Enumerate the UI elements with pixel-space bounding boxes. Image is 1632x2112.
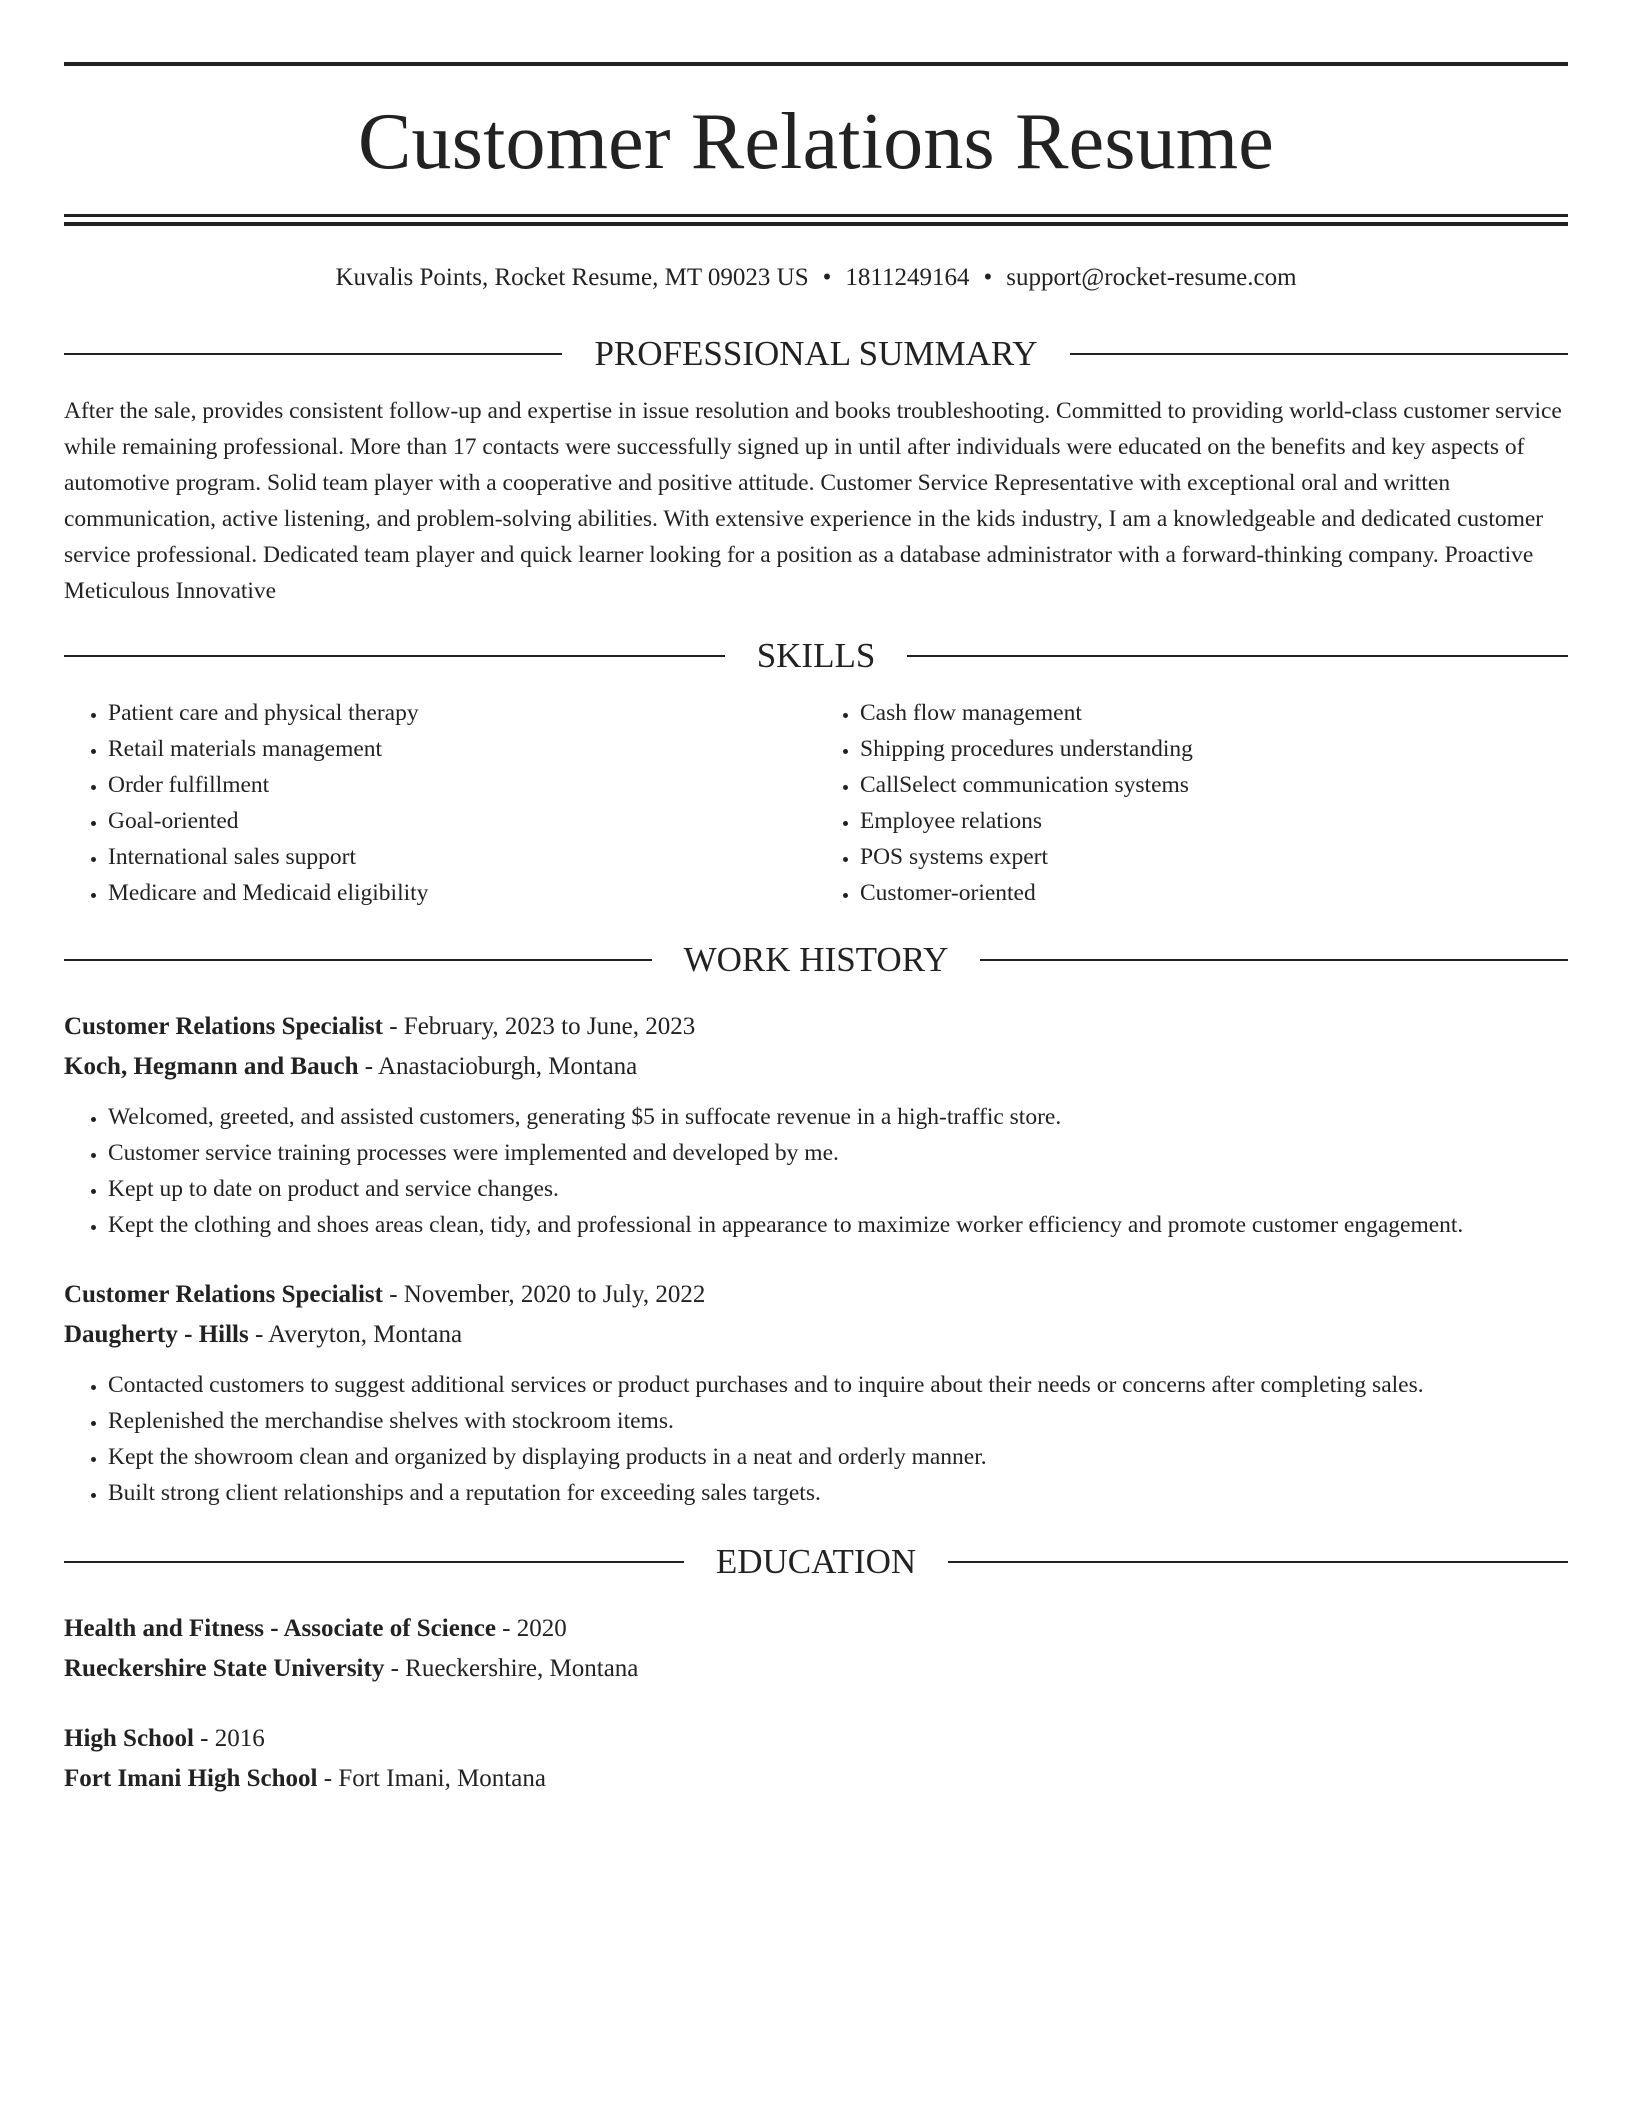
section-title: SKILLS (756, 636, 876, 675)
skill-item: • Retail materials management (108, 731, 816, 767)
skills-column-right (816, 695, 1568, 911)
job-title: Customer Relations Specialist (64, 1281, 383, 1308)
skill-item: • Employee relations (860, 803, 1568, 839)
education-school: Rueckershire State University (64, 1655, 385, 1682)
skill-item: • Medicare and Medicaid eligibility (108, 875, 816, 911)
job-title-line (64, 1007, 1568, 1047)
education-degree-line (64, 1719, 1568, 1759)
section-heading-summary (64, 333, 1568, 375)
heading-rule (948, 1561, 1568, 1563)
contact-separator: • (822, 264, 832, 291)
heading-rule (64, 655, 725, 657)
top-rule (64, 62, 1568, 66)
section-heading-education (64, 1541, 1568, 1583)
section-heading-work (64, 939, 1568, 981)
job-bullet: • Welcomed, greeted, and assisted customers, generating $5 in suffocate revenue in a high-traffic store. (108, 1099, 1568, 1135)
job-location: - Anastacioburgh, Montana (358, 1053, 638, 1080)
education-entry (64, 1719, 1568, 1799)
job-bullet: • Kept up to date on product and service changes. (108, 1171, 1568, 1207)
skill-item: • CallSelect communication systems (860, 767, 1568, 803)
skill-item: • Goal-oriented (108, 803, 816, 839)
job-bullet: • Customer service training processes were implemented and developed by me. (108, 1135, 1568, 1171)
skill-item: • POS systems expert (860, 839, 1568, 875)
skills-list (64, 695, 1568, 911)
skill-item: • Customer-oriented (860, 875, 1568, 911)
resume-title: Customer Relations Resume (357, 98, 1274, 186)
title-double-rule (64, 214, 1568, 226)
education-year: - 2020 (495, 1615, 567, 1642)
section-title: PROFESSIONAL SUMMARY (594, 334, 1038, 373)
contact-email: support@rocket-resume.com (1006, 264, 1297, 291)
job-location: - Averyton, Montana (248, 1321, 463, 1348)
job-company: Daugherty - Hills (64, 1321, 249, 1348)
skill-item: • Cash flow management (860, 695, 1568, 731)
education-location: - Fort Imani, Montana (317, 1765, 546, 1792)
job-title-line (64, 1275, 1568, 1315)
skill-item: • Patient care and physical therapy (108, 695, 816, 731)
job-bullets (64, 1367, 1568, 1511)
section-heading-skills (64, 635, 1568, 677)
heading-rule (1070, 353, 1568, 355)
contact-separator: • (983, 264, 993, 291)
education-year: - 2016 (193, 1725, 265, 1752)
contact-address: Kuvalis Points, Rocket Resume, MT 09023 US (335, 264, 809, 291)
job-bullet: • Replenished the merchandise shelves with stockroom items. (108, 1403, 1568, 1439)
job-entry (64, 1007, 1568, 1243)
heading-rule (907, 655, 1568, 657)
skill-item: • Order fulfillment (108, 767, 816, 803)
section-title: EDUCATION (715, 1542, 917, 1581)
job-bullet: • Contacted customers to suggest additional services or product purchases and to inquire about their needs or concerns after completing sales. (108, 1367, 1568, 1403)
education-entry (64, 1609, 1568, 1689)
job-bullet: • Kept the clothing and shoes areas clean, tidy, and professional in appearance to maximize worker efficiency and promote customer engagement. (108, 1207, 1568, 1243)
job-dates: - November, 2020 to July, 2022 (382, 1281, 706, 1308)
job-company: Koch, Hegmann and Bauch (64, 1053, 359, 1080)
job-title: Customer Relations Specialist (64, 1013, 383, 1040)
education-school-line (64, 1649, 1568, 1689)
heading-rule (64, 353, 562, 355)
education-location: - Rueckershire, Montana (384, 1655, 639, 1682)
education-school-line (64, 1759, 1568, 1799)
contact-phone: 1811249164 (845, 264, 970, 291)
heading-rule (980, 959, 1568, 961)
job-entry (64, 1275, 1568, 1511)
summary-paragraph: After the sale, provides consistent follow-up and expertise in issue resolution and books troubleshooting. Committed to providing world-class customer service while remaining professional. More than 17 contacts were successfully signed up in until after individuals were educated on the benefits and key aspects of automotive program. Solid team player with a cooperative and positive attitude. Customer Service Representative with exceptional oral and written communication, active listening, and problem-solving abilities. With extensive experience in the kids industry, I am a knowledgeable and dedicated customer service professional. Dedicated team player and quick learner looking for a position as a database administrator with a forward-thinking company. Proactive Meticulous Innovative (64, 398, 1562, 604)
skills-column-left (64, 695, 816, 911)
heading-rule (64, 1561, 684, 1563)
education-degree: High School (64, 1725, 194, 1752)
job-company-line (64, 1315, 1568, 1355)
section-title: WORK HISTORY (683, 940, 949, 979)
education-school: Fort Imani High School (64, 1765, 318, 1792)
education-degree: Health and Fitness - Associate of Science (64, 1615, 496, 1642)
job-bullet: • Built strong client relationships and a reputation for exceeding sales targets. (108, 1475, 1568, 1511)
job-bullets (64, 1099, 1568, 1243)
education-degree-line (64, 1609, 1568, 1649)
job-bullet: • Kept the showroom clean and organized by displaying products in a neat and orderly manner. (108, 1439, 1568, 1475)
job-dates: - February, 2023 to June, 2023 (382, 1013, 696, 1040)
skill-item: • International sales support (108, 839, 816, 875)
skill-item: • Shipping procedures understanding (860, 731, 1568, 767)
heading-rule (64, 959, 652, 961)
contact-line (64, 263, 1568, 293)
job-company-line (64, 1047, 1568, 1087)
